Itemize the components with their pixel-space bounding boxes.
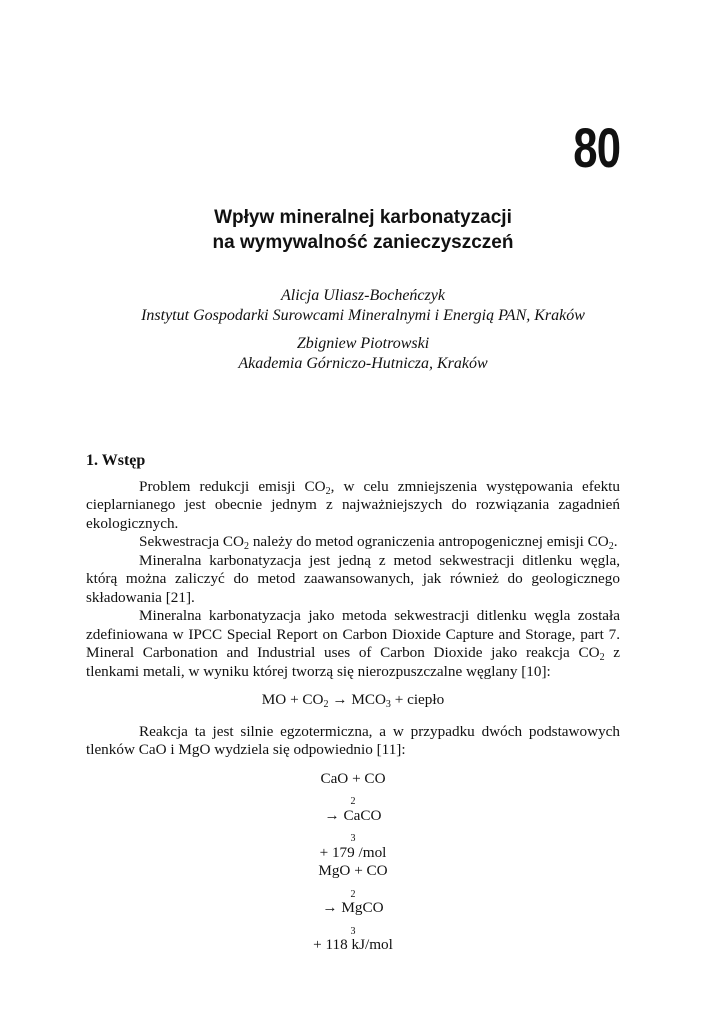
title-line-2: na wymywalność zanieczyszczeń (212, 232, 514, 253)
chapter-number: 80 (572, 116, 620, 179)
paper-title (0, 205, 726, 255)
paragraph: Sekwestracja $CO_2$ należy do metod ograniczenia antropogenicznej emisji $CO_2$. (139, 533, 618, 552)
section-heading: 1. Wstęp (86, 452, 146, 469)
author-name: Zbigniew Piotrowski (296, 335, 430, 352)
equation: MgO + CO $_2$ → MgCO $_3$ + 118 kJ/mol (313, 862, 393, 953)
author-name: Alicja Uliasz-Bocheńczyk (281, 287, 445, 304)
title-line-1: Wpływ mineralnej karbonatyzacji (214, 207, 512, 228)
equation-group (86, 770, 620, 955)
equation: MO + $CO_2 \to MCO_3$ + ciepło (261, 691, 445, 710)
author-affiliation: Akademia Górniczo-Hutnicza, Kraków (238, 355, 488, 372)
paragraph: Mineralna karbonatyzacja jest jedną z metod sekwestracji ditlenku węgla, którą można zaliczyć do metod zaawansowanych, jak również do geologicznego składowania [21]. (86, 551, 620, 606)
body-text (86, 452, 620, 955)
author-affiliation: Instytut Gospodarki Surowcami Mineralnymi i Energią PAN, Kraków (141, 307, 585, 324)
paragraph: Problem redukcji emisji $CO_2$, w celu zmniejszenia występowania efektu cieplarnianego jest obecnie jednym z najważniejszych do rozwiązania zagadnień ekologicznych. (86, 477, 620, 532)
paragraph: Reakcja ta jest silnie egzotermiczna, a w przypadku dwóch podstawowych tlenków CaO i MgO wydziela się odpowiednio [11]: (86, 722, 620, 758)
equation: CaO + CO $_2$ → CaCO $_3$ + 179 /mol (319, 769, 387, 861)
authors-block (0, 286, 726, 374)
paragraph: Mineralna karbonatyzacja jako metoda sekwestracji ditlenku węgla została zdefiniowana w IPCC Special Report on Carbon Dioxide Capture and Storage, part 7. Mineral Carbonation and Industrial uses of Carbon Dioxide jako reakcja $CO_2$ z tlenkami metali, w wyniku której tworzą się nierozpuszczalne węglany [10]: (86, 607, 620, 680)
